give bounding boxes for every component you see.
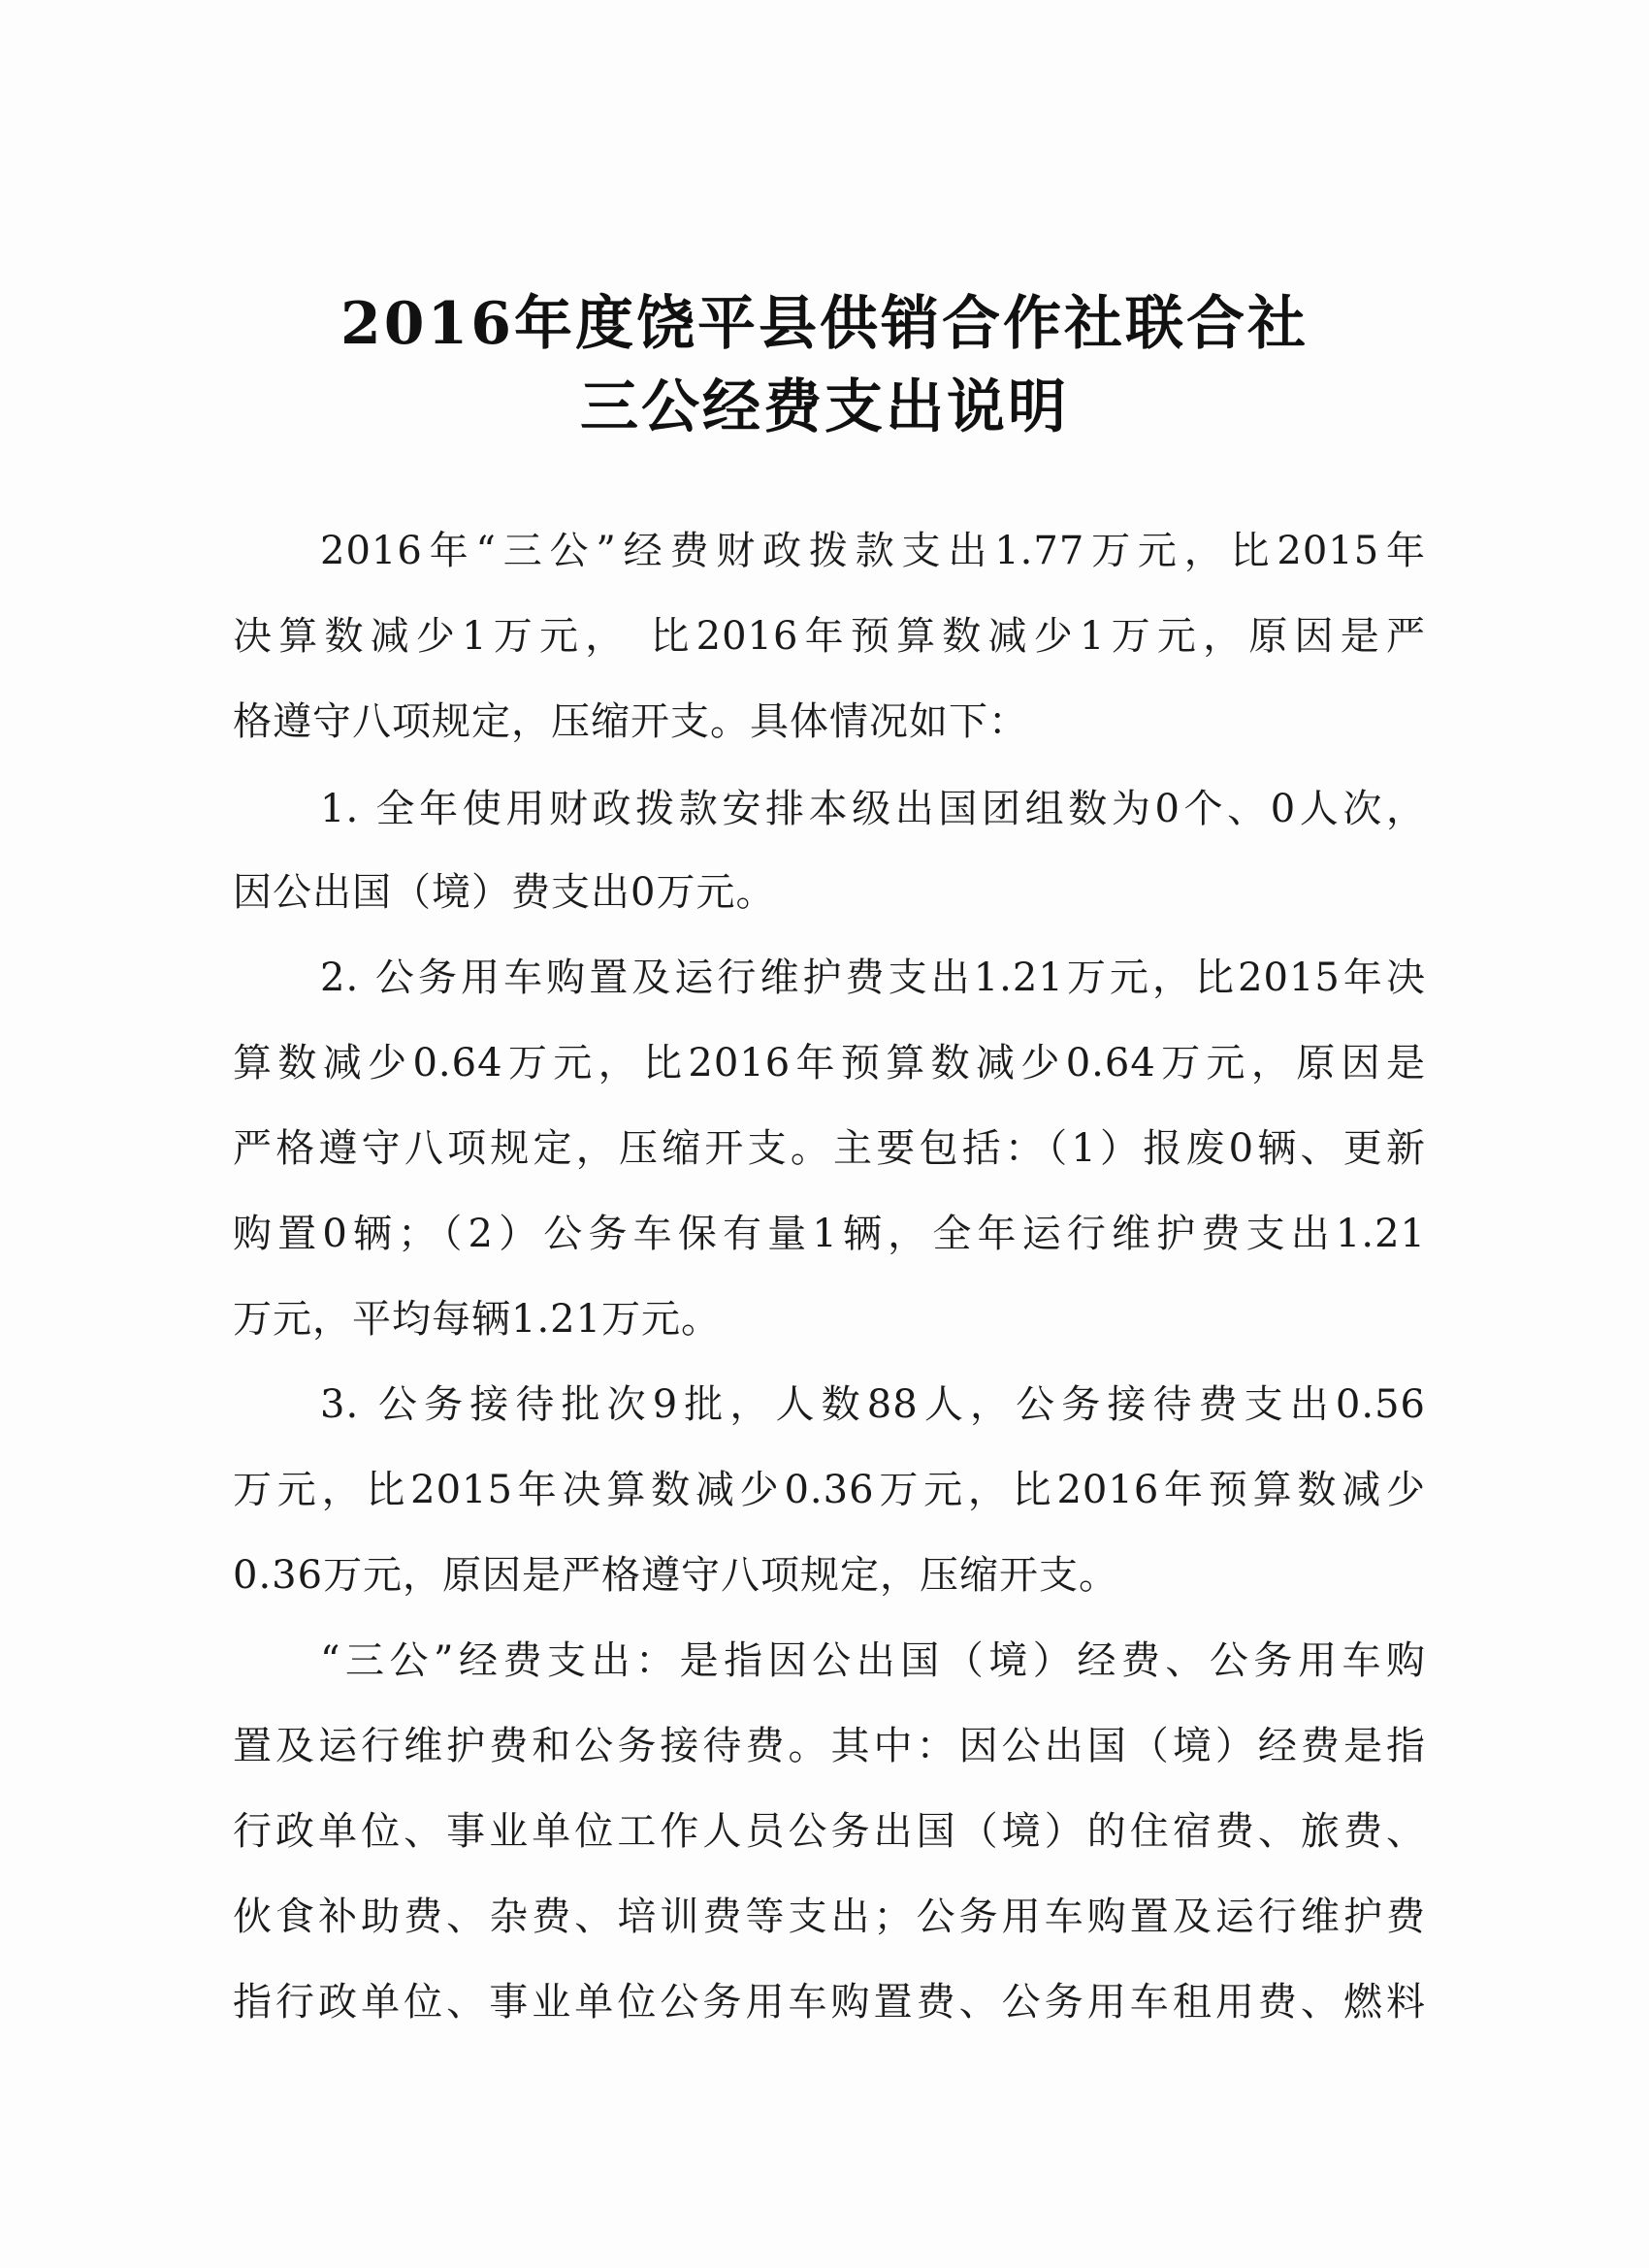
body-line: 行政单位、事业单位工作人员公务出国（境）的住宿费、旅费、 xyxy=(233,1809,1426,1854)
body-line: 万元，平均每辆1.21万元。 xyxy=(233,1297,722,1342)
body-line: 置及运行维护费和公务接待费。其中：因公出国（境）经费是指 xyxy=(233,1724,1426,1768)
body-line: 格遵守八项规定，压缩开支。具体情况如下： xyxy=(233,699,1028,744)
body-line: 严格遵守八项规定，压缩开支。主要包括：（1）报废0辆、更新 xyxy=(233,1126,1426,1171)
body-line: 3. 公务接待批次9批，人数88人，公务接待费支出0.56 xyxy=(320,1382,1426,1427)
body-line: 决算数减少1万元， 比2016年预算数减少1万元，原因是严 xyxy=(233,614,1426,659)
body-line: 伙食补助费、杂费、培训费等支出；公务用车购置及运行维护费 xyxy=(233,1895,1426,1939)
body-line: 2. 公务用车购置及运行维护费支出1.21万元，比2015年决 xyxy=(320,956,1426,1000)
document-title-line-2: 三公经费支出说明 xyxy=(580,373,1069,441)
body-line: 万元，比2015年决算数减少0.36万元，比2016年预算数减少 xyxy=(233,1468,1426,1512)
body-line: 2016年“三公”经费财政拨款支出1.77万元，比2015年 xyxy=(320,529,1426,573)
body-line: 1. 全年使用财政拨款安排本级出国团组数为0个、0人次， xyxy=(320,787,1426,831)
body-line: 指行政单位、事业单位公务用车购置费、公务用车租用费、燃料 xyxy=(233,1980,1426,2025)
document-title-line-1: 2016年度饶平县供销合作社联合社 xyxy=(340,290,1309,358)
body-line: “三公”经费支出：是指因公出国（境）经费、公务用车购 xyxy=(320,1638,1426,1683)
body-line: 购置0辆；（2）公务车保有量1辆，全年运行维护费支出1.21 xyxy=(233,1212,1426,1256)
body-line: 0.36万元，原因是严格遵守八项规定，压缩开支。 xyxy=(233,1553,1119,1598)
body-line: 因公出国（境）费支出0万元。 xyxy=(233,870,776,915)
body-line: 算数减少0.64万元，比2016年预算数减少0.64万元，原因是 xyxy=(233,1041,1426,1085)
